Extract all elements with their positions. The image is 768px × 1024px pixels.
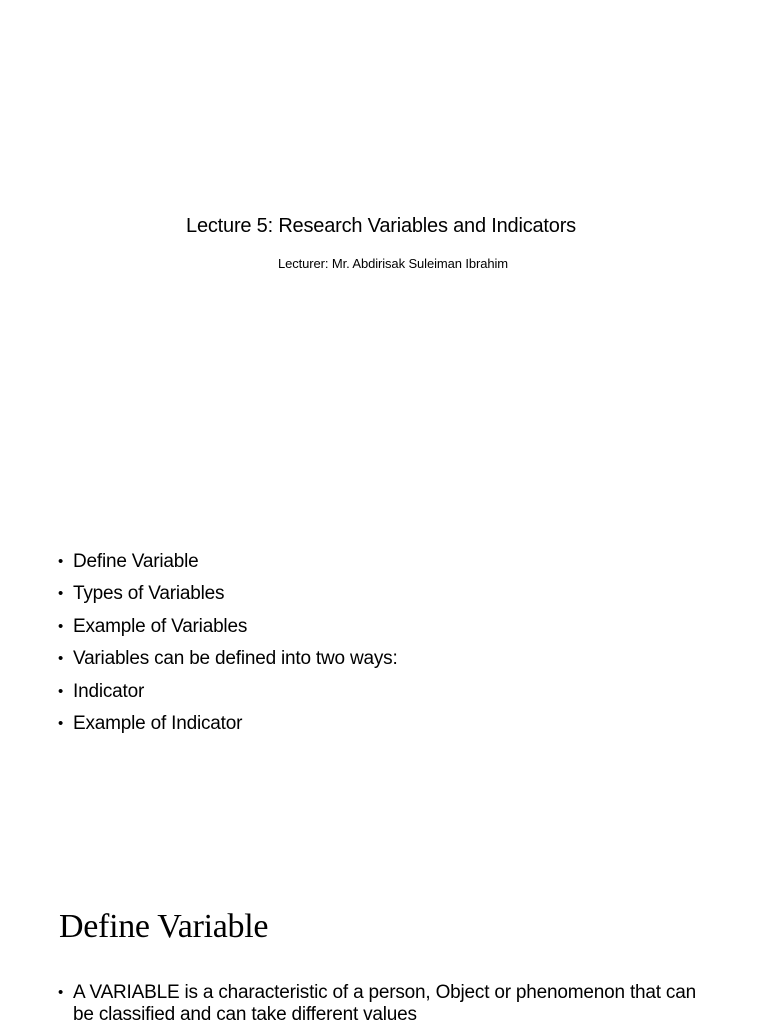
bullet-icon: • bbox=[58, 650, 64, 668]
lecturer-name: Lecturer: Mr. Abdirisak Suleiman Ibrahim bbox=[277, 256, 509, 271]
bullet-icon: • bbox=[58, 984, 64, 1001]
outline-item bbox=[58, 680, 398, 712]
outline-item bbox=[58, 647, 398, 679]
outline-item-label: Example of Indicator bbox=[73, 712, 243, 734]
bullet-icon: • bbox=[58, 714, 64, 732]
outline-slide bbox=[0, 520, 768, 860]
outline-item bbox=[58, 582, 398, 614]
bullet-icon: • bbox=[58, 682, 64, 700]
outline-item-label: Define Variable bbox=[73, 551, 199, 572]
outline-item-label: Indicator bbox=[73, 680, 145, 702]
definition-text: A VARIABLE is a characteristic of a person, Object or phenomenon that can be classified and can take different values bbox=[73, 982, 696, 1024]
definition-item bbox=[58, 982, 718, 1024]
slide-heading: Define Variable bbox=[59, 908, 269, 945]
outline-item-label: Example of Variables bbox=[73, 615, 248, 637]
bullet-icon: • bbox=[58, 585, 64, 603]
lecture-title: Lecture 5: Research Variables and Indicators bbox=[186, 215, 576, 237]
outline-item bbox=[58, 615, 398, 647]
bullet-icon: • bbox=[58, 553, 64, 570]
define-variable-slide bbox=[0, 860, 768, 1024]
outline-item-label: Types of Variables bbox=[73, 583, 225, 605]
outline-list bbox=[58, 550, 398, 744]
bullet-icon: • bbox=[58, 617, 64, 635]
definition-list bbox=[58, 982, 718, 1024]
outline-item bbox=[58, 550, 398, 582]
outline-item bbox=[58, 712, 398, 744]
outline-item-label: Variables can be defined into two ways: bbox=[73, 648, 398, 670]
